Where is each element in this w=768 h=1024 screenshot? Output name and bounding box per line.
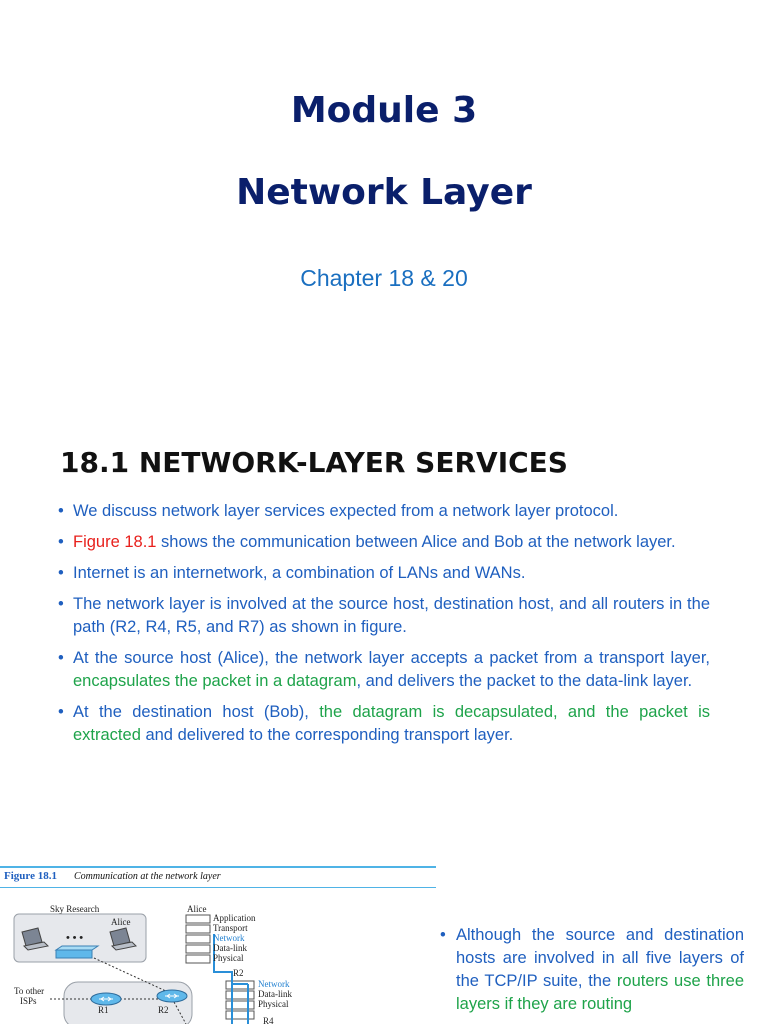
alice-layer-list <box>213 913 256 963</box>
layer-label: Physical <box>258 999 289 1009</box>
router-icon <box>91 993 121 1005</box>
side-bullet-list <box>440 924 744 1016</box>
layer-label: Data-link <box>258 989 292 999</box>
bullet-list <box>58 500 710 755</box>
r2-stack-title: R2 <box>233 968 244 978</box>
bullet-item-2 <box>58 531 710 554</box>
bullet-item-6 <box>58 701 710 747</box>
bullet-item-1 <box>58 500 710 523</box>
sky-research-label: Sky Research <box>50 904 100 914</box>
r2-label: R2 <box>158 1005 169 1015</box>
bullet-text-segment: , and delivers the packet to the data-link layer. <box>356 672 693 690</box>
layer-label: Transport <box>213 923 248 933</box>
layer-label: Data-link <box>213 943 247 953</box>
router-icon <box>157 990 187 1002</box>
layer-label: Physical <box>213 953 244 963</box>
bullet-text-segment: At the source host (Alice), the network layer accepts a packet from a transport layer, <box>73 649 710 667</box>
bullet-item-5 <box>58 647 710 693</box>
layer-label: Network <box>258 979 290 989</box>
bullet-text-segment: the datagram is decapsulated, and the packet is extracted <box>73 703 710 744</box>
ellipsis: • • • <box>66 932 84 944</box>
chapter-subtitle: Chapter 18 & 20 <box>300 265 468 291</box>
bullet-text-segment: Although the source and destination hosts are involved in all five layers of the TCP/IP suite, the <box>456 926 744 990</box>
side-bullet-item-1 <box>440 924 744 1016</box>
bullet-text-segment: encapsulates the packet in a datagram <box>73 672 357 690</box>
isps-label: ISPs <box>20 996 37 1006</box>
bullet-text-segment: Figure 18.1 <box>73 533 157 551</box>
bullet-item-3 <box>58 562 710 585</box>
alice-stack-title: Alice <box>187 904 207 914</box>
bullet-text-segment: routers use three layers if they are routing <box>456 972 744 1013</box>
r1-label: R1 <box>98 1005 109 1015</box>
bullet-text-segment: At the destination host (Bob), <box>73 703 320 721</box>
module-title: Module 3 <box>290 90 478 131</box>
bullet-text-segment: Internet is an internetwork, a combination of LANs and WANs. <box>73 564 526 582</box>
isp-cloud <box>64 982 192 1024</box>
alice-host-label: Alice <box>111 917 131 927</box>
bullet-text-segment: We discuss network layer services expected from a network layer protocol. <box>73 502 619 520</box>
layer-title: Network Layer <box>236 172 532 213</box>
r4-label: R4 <box>263 1016 274 1024</box>
r2-layer-list <box>258 979 292 1009</box>
r2-stack <box>226 981 254 1019</box>
bullet-text-segment: and delivered to the corresponding transport layer. <box>140 726 514 744</box>
switch-icon <box>56 946 98 958</box>
section-heading: 18.1 NETWORK-LAYER SERVICES <box>60 446 568 479</box>
bullet-text-segment: shows the communication between Alice and Bob at the network layer. <box>156 533 676 551</box>
alice-stack <box>186 915 210 963</box>
figure-caption: Communication at the network layer <box>74 871 221 882</box>
layer-label: Application <box>213 913 256 923</box>
figure-18-1 <box>0 862 438 1024</box>
figure-label: Figure 18.1 <box>4 870 57 882</box>
bullet-text-segment: The network layer is involved at the source host, destination host, and all routers in the path (R2, R4, R5, and R7) as shown in figure. <box>73 595 710 636</box>
bullet-item-4 <box>58 593 710 639</box>
layer-label: Network <box>213 933 245 943</box>
to-other-isps-label: To other <box>14 986 45 996</box>
